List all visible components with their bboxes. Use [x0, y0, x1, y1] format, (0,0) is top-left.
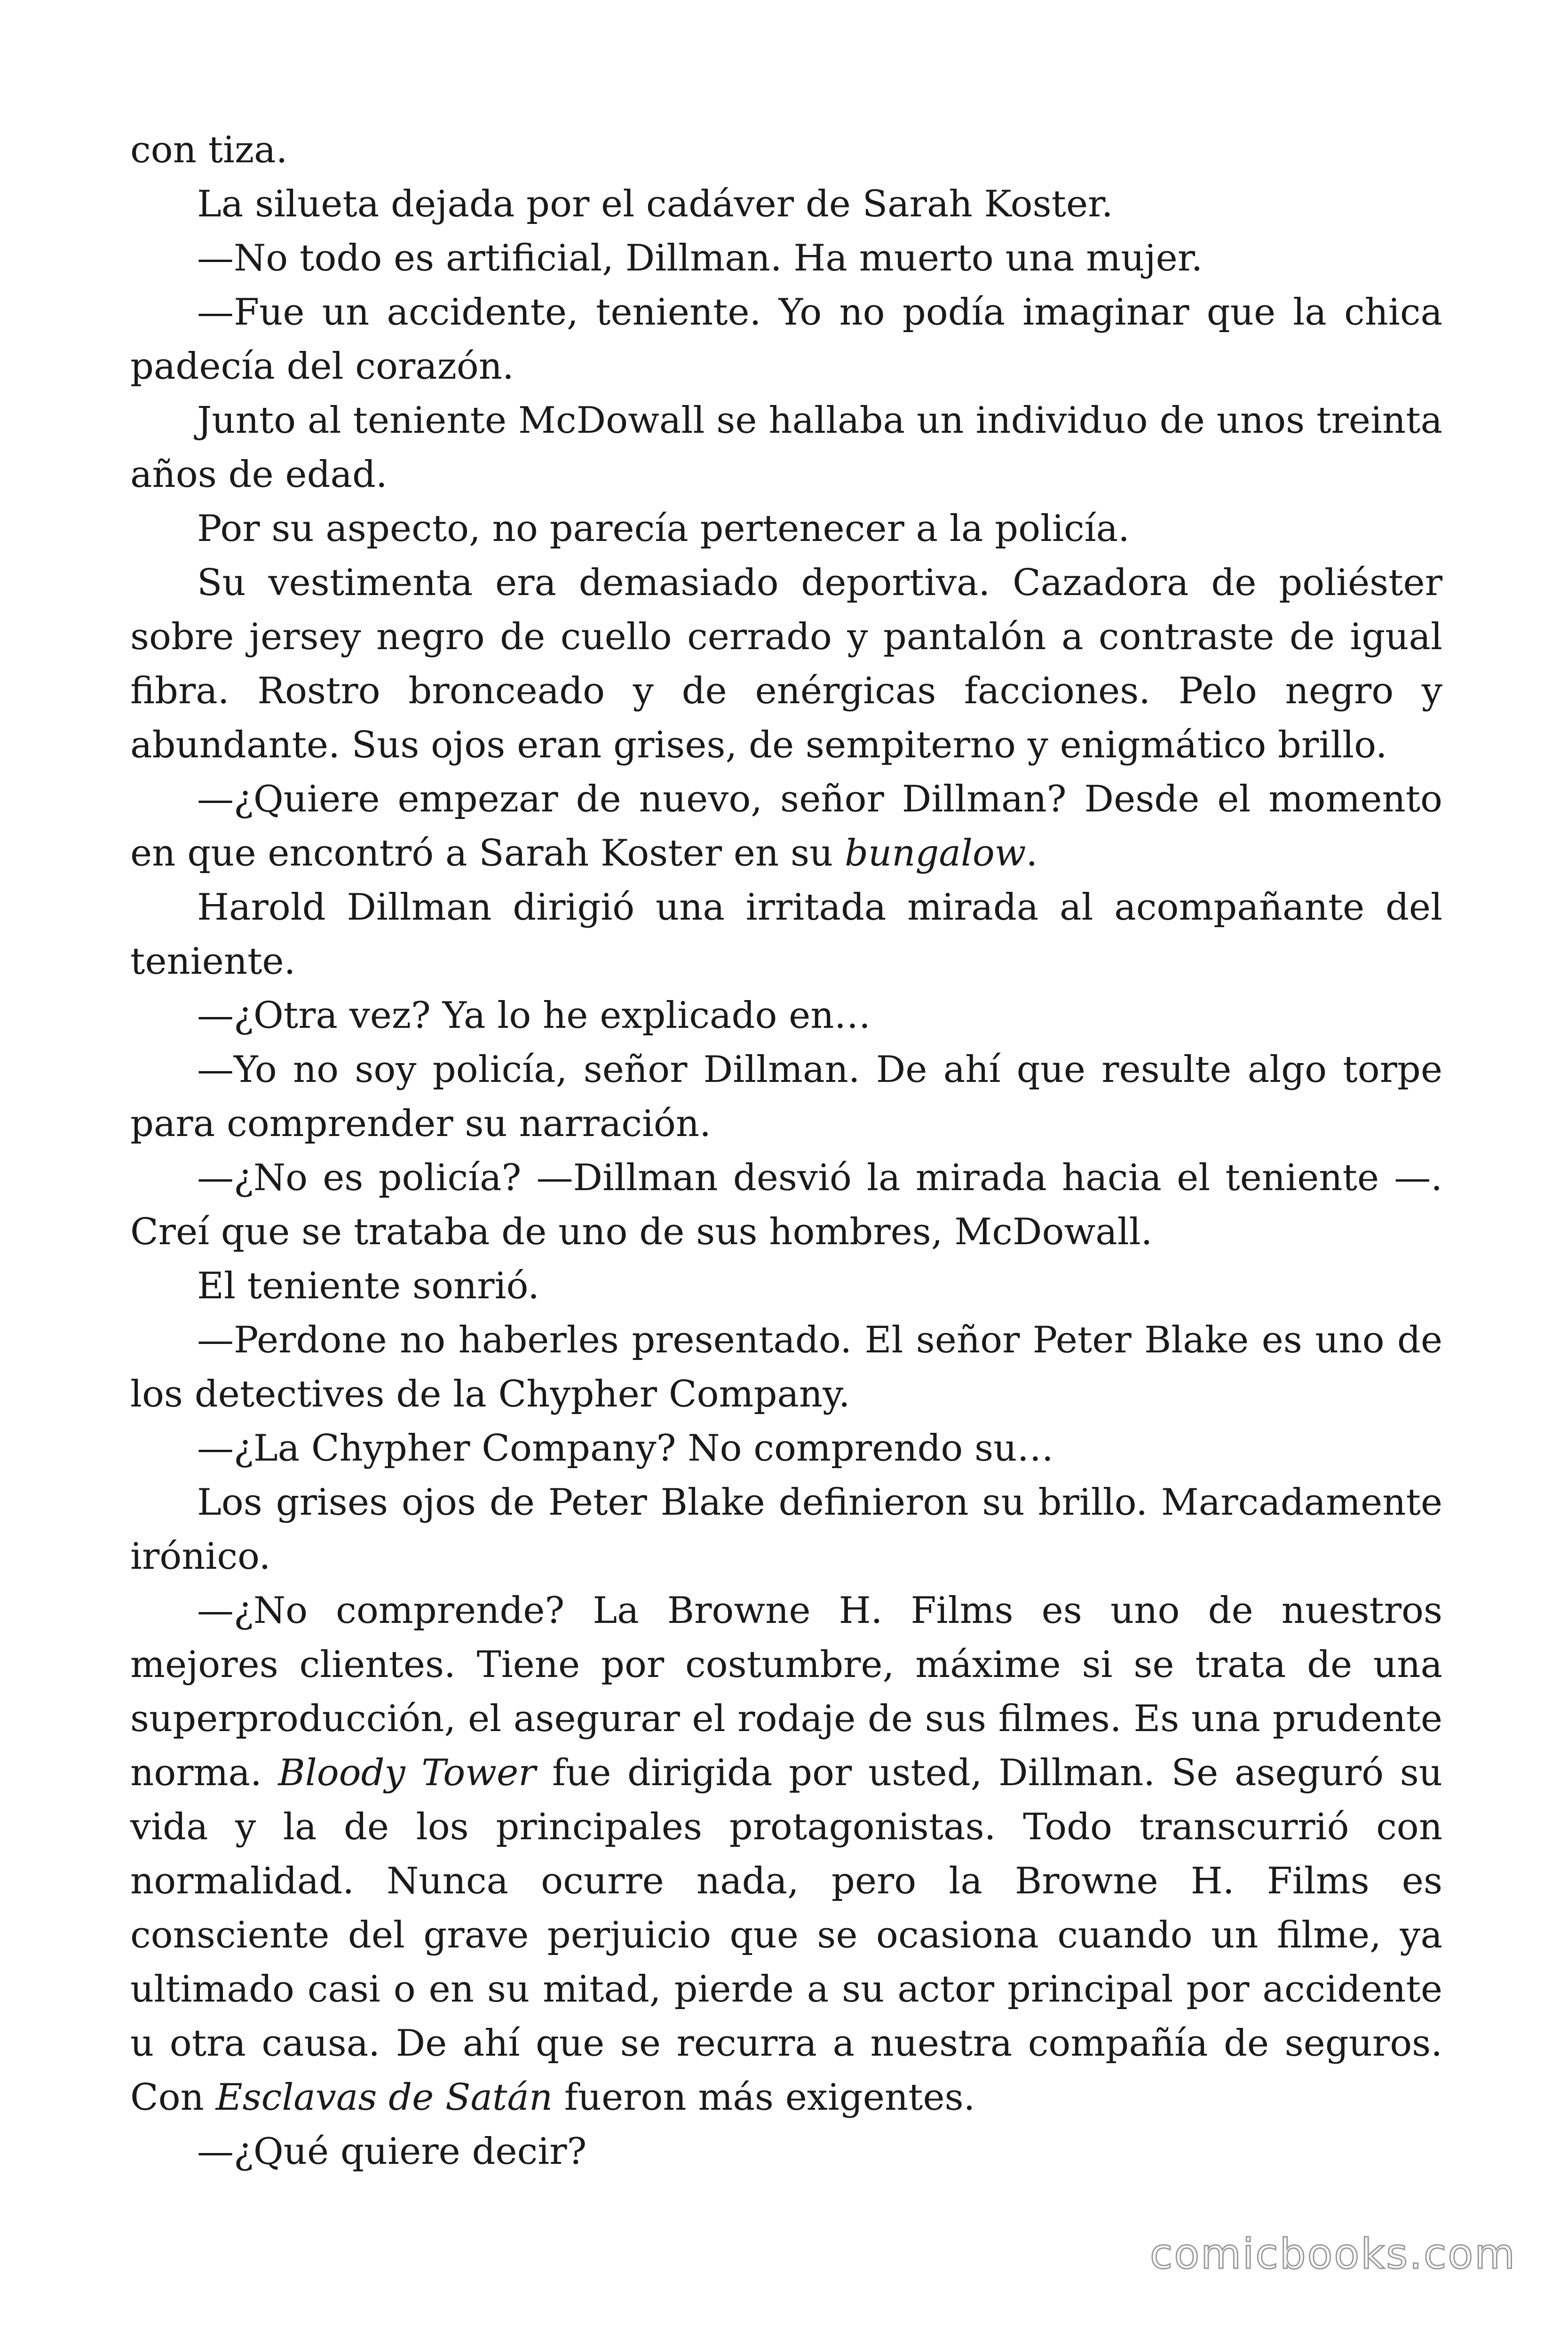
paragraph	[130, 1151, 1442, 1259]
paragraph	[130, 772, 1442, 881]
text-run: Por su aspecto, no parecía pertenecer a la policía.	[197, 508, 1130, 550]
text-run: fueron más exigentes.	[553, 2076, 975, 2119]
paragraph	[130, 502, 1442, 556]
paragraph	[130, 394, 1442, 502]
text-run: El teniente sonrió.	[197, 1265, 539, 1307]
text-run: —¿No comprende? La Browne H. Films es uno de nuestros mejores clientes. Tiene por costumbre, máxime si se trata de una superproducción, el asegurar el rodaje de sus filmes. Es una prudente norma.	[130, 1589, 1442, 1794]
paragraph	[130, 2125, 1442, 2179]
paragraph	[130, 231, 1442, 286]
watermark-text: comicbooks.com	[1149, 2230, 1516, 2278]
text-run: —¿Otra vez? Ya lo he explicado en…	[197, 994, 871, 1037]
paragraph	[130, 556, 1442, 772]
paragraph	[130, 286, 1442, 394]
text-run: con tiza.	[130, 129, 288, 171]
text-run: fue dirigida por usted, Dillman. Se aseguró su vida y la de los principales protagonistas. Todo transcurrió con normalidad. Nunca ocurre nada, pero la Browne H. Films es consciente del grave perjuicio que se ocasiona cuando un filme, ya ultimado casi o en su mitad, pierde a su actor principal por accidente u otra causa. De ahí que se recurra a nuestra compañía de seguros. Con	[130, 1752, 1442, 2119]
paragraph	[130, 1422, 1442, 1476]
paragraph	[130, 123, 1442, 177]
text-run: —¿Quiere empezar de nuevo, señor Dillman? Desde el momento en que encontró a Sarah Koster en su	[130, 778, 1442, 874]
text-run: —¿No es policía? —Dillman desvió la mirada hacia el teniente —. Creí que se trataba de uno de sus hombres, McDowall.	[130, 1157, 1442, 1253]
italic-text: Esclavas de Satán	[215, 2076, 553, 2119]
text-run: —No todo es artificial, Dillman. Ha muerto una mujer.	[197, 237, 1203, 279]
text-run: Harold Dillman dirigió una irritada mirada al acompañante del teniente.	[130, 886, 1442, 983]
paragraph	[130, 1259, 1442, 1313]
text-run: —Fue un accidente, teniente. Yo no podía imaginar que la chica padecía del corazón.	[130, 291, 1442, 388]
text-run: Junto al teniente McDowall se hallaba un individuo de unos treinta años de edad.	[130, 399, 1442, 496]
paragraph	[130, 1313, 1442, 1422]
text-run: .	[1026, 832, 1038, 874]
paragraph	[130, 1476, 1442, 1584]
paragraph	[130, 881, 1442, 989]
text-run: —¿Qué quiere decir?	[197, 2130, 587, 2173]
text-run: Los grises ojos de Peter Blake definieron su brillo. Marcadamente irónico.	[130, 1481, 1442, 1578]
text-run: La silueta dejada por el cadáver de Sarah Koster.	[197, 183, 1113, 225]
text-run: Su vestimenta era demasiado deportiva. Cazadora de poliéster sobre jersey negro de cuello cerrado y pantalón a contraste de igual fibra. Rostro bronceado y de enérgicas facciones. Pelo negro y abundante. Sus ojos eran grises, de sempiterno y enigmático brillo.	[130, 562, 1442, 766]
text-run: —Perdone no haberles presentado. El señor Peter Blake es uno de los detectives de la Chypher Company.	[130, 1319, 1442, 1415]
paragraph	[130, 1584, 1442, 2125]
italic-text: bungalow	[845, 832, 1026, 874]
paragraph	[130, 989, 1442, 1043]
paragraph	[130, 1043, 1442, 1151]
text-run: —¿La Chypher Company? No comprendo su…	[197, 1427, 1054, 1470]
text-run: —Yo no soy policía, señor Dillman. De ahí que resulte algo torpe para comprender su narración.	[130, 1049, 1442, 1145]
book-page-text	[130, 123, 1442, 2179]
italic-text: Bloody Tower	[278, 1752, 536, 1794]
paragraph	[130, 177, 1442, 231]
